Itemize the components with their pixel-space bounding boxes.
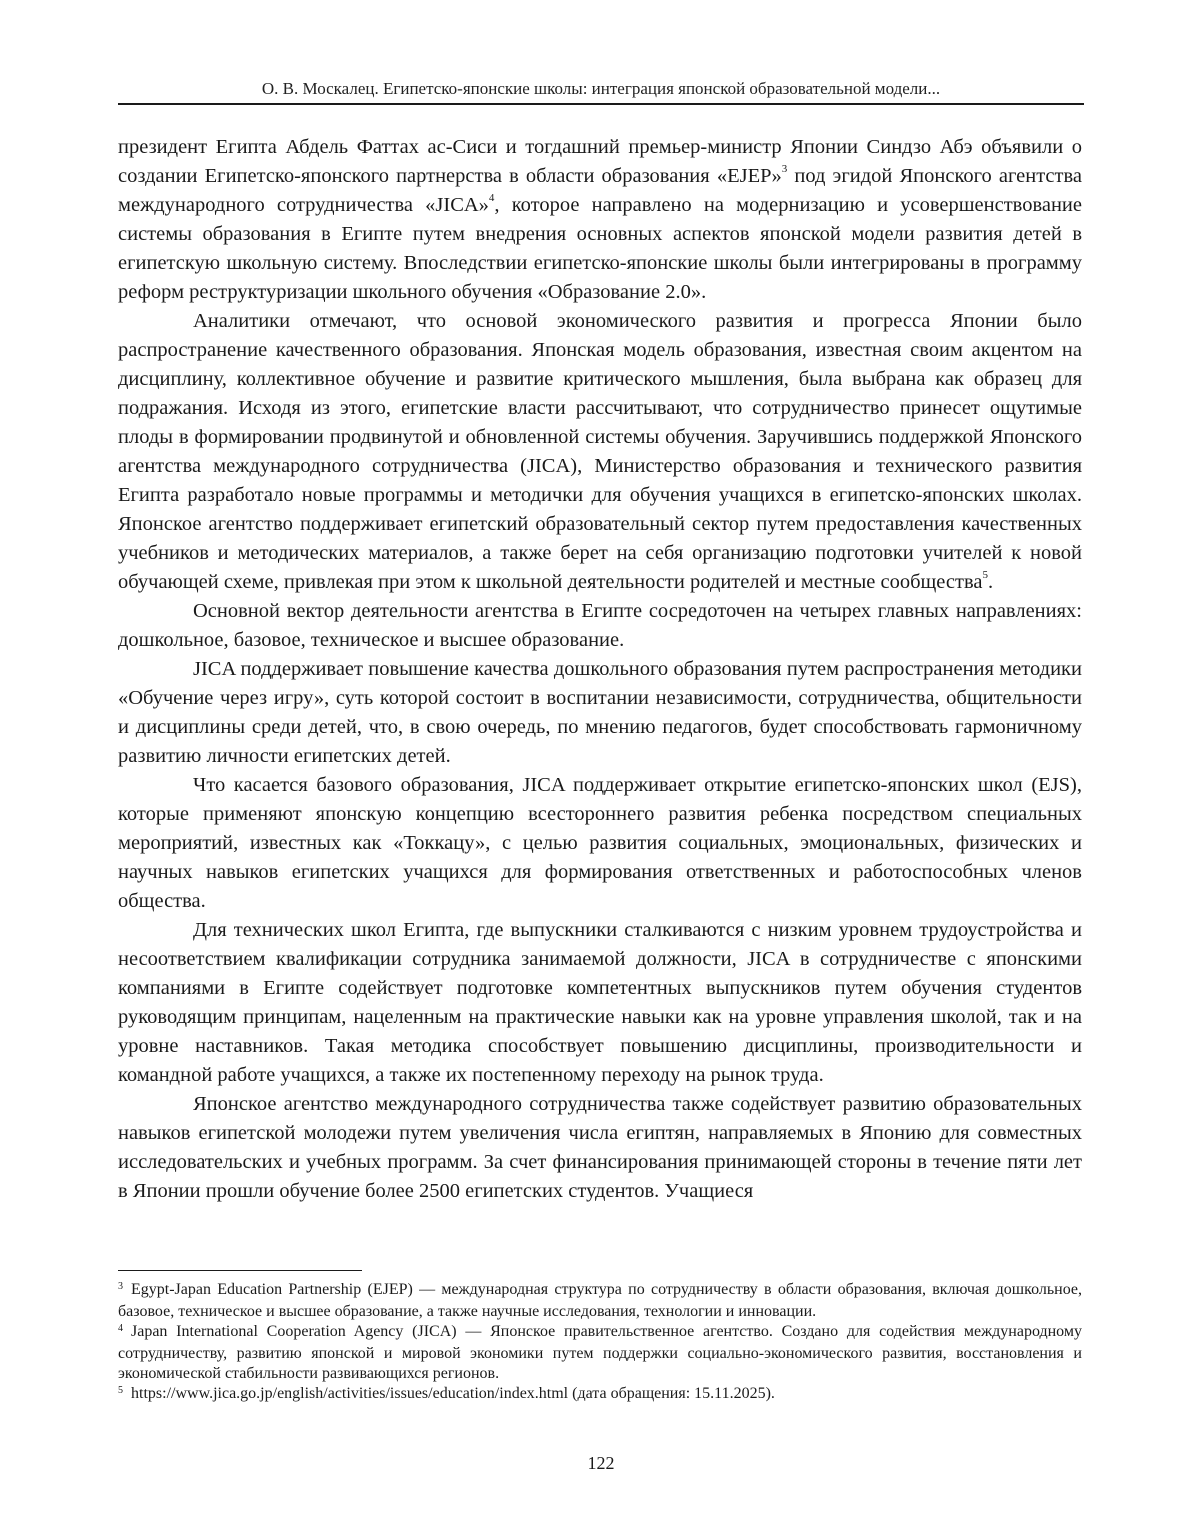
body-paragraph-2 — [118, 307, 1082, 597]
body-paragraph-1 — [118, 133, 1082, 307]
footnote-text: Japan International Cooperation Agency (JICA) — Японское правительственное агентство. Создано для содействия международному сотрудничеству, развитию японской и мировой экономики путем поддержки социально-экономического развития, восстановления и экономической стабильности развивающихся регионов. — [118, 1323, 1082, 1382]
p2-end: . — [987, 571, 994, 593]
footnote-text: Egypt-Japan Education Partnership (EJEP) — международная структура по сотрудничеству в области образования, включая дошкольное, базовое, техническое и высшее образование, а также научные исследования, технологии и инновации. — [118, 1281, 1082, 1320]
footnote-rule — [118, 1270, 362, 1271]
running-header: О. В. Москалец. Египетско-японские школы: интеграция японской образовательной модели... — [261, 79, 941, 98]
footnotes — [118, 1280, 1082, 1406]
footnote-3 — [118, 1280, 1082, 1322]
footnote-url[interactable]: https://www.jica.go.jp/english/activities/issues/education/index.html (дата обращения: 15.11.2025). — [131, 1385, 775, 1402]
body-paragraph-3: Основной вектор деятельности агентства в Египте сосредоточен на четырех главных направлениях: дошкольное, базовое, техническое и высшее образование. — [118, 600, 1082, 651]
p1-text-a: президент Египта Абдель Фаттах ас-Сиси и тогдашний премьер-министр Японии Синдзо Абэ объявили о создании Египетско-японского партнерства в области образования «EJEP» — [118, 136, 1082, 187]
footnote-ref-3[interactable]: 3 — [781, 163, 788, 176]
p1-text-b: под эгидой Японского агентства международного сотрудничества «JICA» — [118, 165, 1082, 216]
footnote-ref-5[interactable]: 5 — [982, 569, 988, 582]
footnote-mark: 4 — [118, 1323, 123, 1334]
page-number: 122 — [587, 1453, 615, 1473]
p1-text-c: , которое направлено на модернизацию и усовершенствование системы образования в Египте путем внедрения основных аспектов японской модели развития детей в египетскую школьную систему. Впоследствии египетско-японские школы были интегрированы в программу реформ реструктуризации школьного обучения «Образование 2.0». — [118, 194, 1082, 303]
footnote-4 — [118, 1322, 1082, 1384]
p2-text: Аналитики отмечают, что основой экономического развития и прогресса Японии было распространение качественного образования. Японская модель образования, известная своим акцентом на дисциплину, коллективное обучение и развитие критического мышления, была выбрана как образец для подражания. Исходя из этого, египетские власти рассчитывают, что сотрудничество принесет ощутимые плоды в формировании продвинутой и обновленной системы обучения. Заручившись поддержкой Японского агентства международного сотрудничества (JICA), Министерство образования и технического развития Египта разработало новые программы и методички для обучения учащихся в египетско-японских школах. Японское агентство поддерживает египетский образовательный сектор путем предоставления качественных учебников и методических материалов, а также берет на себя организацию подготовки учителей к новой обучающей схеме, привлекая при этом к школьной деятельности родителей и местные сообщества — [118, 310, 1082, 593]
footnote-mark: 5 — [118, 1385, 123, 1396]
body-paragraph-5: Что касается базового образования, JICA поддерживает открытие египетско-японских школ (EJS), которые применяют японскую концепцию всестороннего развития ребенка посредством специальных мероприятий, известных как «Токкацу», с целью развития социальных, эмоциональных, физических и научных навыков египетских учащихся для формирования ответственных и работоспособных членов общества. — [118, 774, 1082, 912]
header-rule — [118, 103, 1084, 105]
footnote-ref-4[interactable]: 4 — [488, 192, 495, 205]
footnote-5 — [118, 1384, 1082, 1406]
body-paragraph-4: JICA поддерживает повышение качества дошкольного образования путем распространения методики «Обучение через игру», суть которой состоит в воспитании независимости, сотрудничества, общительности и дисциплины среди детей, что, в свою очередь, по мнению педагогов, будет способствовать гармоничному развитию личности египетских детей. — [118, 658, 1082, 767]
body-paragraph-6: Для технических школ Египта, где выпускники сталкиваются с низким уровнем трудоустройства и несоответствием квалификации сотрудника занимаемой должности, JICA в сотрудничестве с японскими компаниями в Египте содействует подготовке компетентных выпускников путем обучения студентов руководящим принципам, нацеленным на практические навыки как на уровне управления школой, так и на уровне наставников. Такая методика способствует повышению дисциплины, производительности и командной работе учащихся, а также их постепенному переходу на рынок труда. — [118, 919, 1082, 1086]
body-paragraph-7: Японское агентство международного сотрудничества также содействует развитию образовательных навыков египетской молодежи путем увеличения числа египтян, направляемых в Японию для совместных исследовательских и учебных программ. За счет финансирования принимающей стороны в течение пяти лет в Японии прошли обучение более 2500 египетских студентов. Учащиеся — [118, 1093, 1082, 1202]
article-body — [118, 133, 1082, 1206]
footnote-mark: 3 — [118, 1281, 123, 1292]
